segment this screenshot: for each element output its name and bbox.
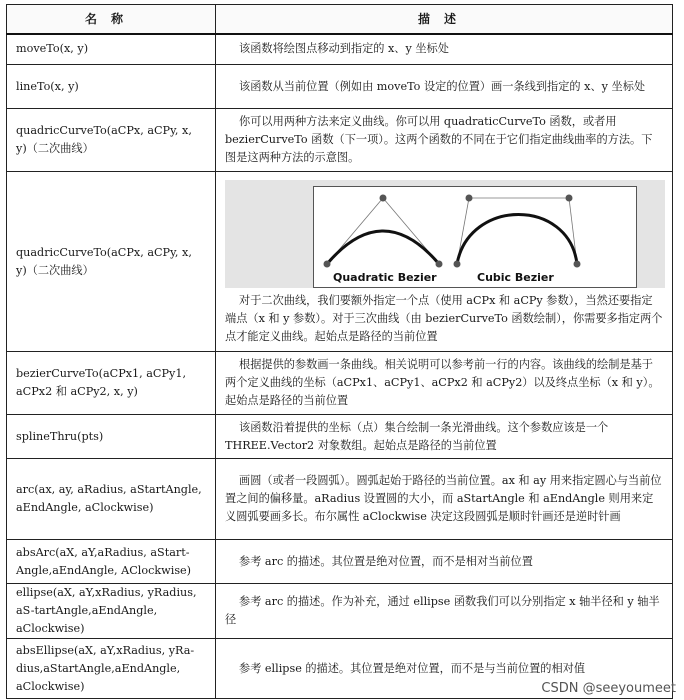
table-row xyxy=(7,415,673,459)
cubic-control-point-2 xyxy=(566,194,573,201)
row-desc: 对于二次曲线，我们要额外指定一个点（使用 aCPx 和 aCPy 参数），当然还要指定端点（x 和 y 参数）。对于三次曲线（由 bezierCurveTo 函数绘制），你需要多指定两个点才能定义曲线。起始点是路径的当前位置 xyxy=(225,293,663,343)
api-table xyxy=(6,4,673,699)
row-desc: 该函数从当前位置（例如由 moveTo 设定的位置）画一条线到指定的 x、y 坐标处 xyxy=(216,65,673,109)
table-row xyxy=(7,34,673,65)
row-name: splineThru(pts) xyxy=(7,415,216,459)
row-desc: 该函数将绘图点移动到指定的 x、y 坐标处 xyxy=(216,34,673,65)
row-name: ellipse(aX, aY,xRadius, yRadius, aS-tartAngle,aEndAngle, aClockwise) xyxy=(7,584,216,639)
row-desc: 你可以用两种方法来定义曲线。你可以用 quadraticCurveTo 函数，或者用 bezierCurveTo 函数（下一项）。这两个函数的不同在于它们指定曲线曲率的方法。下图是这两种方法的示意图。 xyxy=(216,109,673,172)
cubic-label: Cubic Bezier xyxy=(477,270,554,284)
row-name: quadricCurveTo(aCPx, aCPy, x, y)（二次曲线） xyxy=(7,172,216,352)
quadratic-curve xyxy=(327,231,439,264)
header-desc: 描述 xyxy=(216,5,673,34)
row-desc: 参考 ellipse 的描述。其位置是绝对位置，而不是与当前位置的相对值 xyxy=(216,639,673,699)
row-desc: 该函数沿着提供的坐标（点）集合绘制一条光滑曲线。这个参数应该是一个 THREE.Vector2 对象数组。起始点是路径的当前位置 xyxy=(216,415,673,459)
quadratic-start-point xyxy=(324,260,331,267)
bezier-diagram xyxy=(225,180,665,288)
row-name: moveTo(x, y) xyxy=(7,34,216,65)
table-row xyxy=(7,459,673,540)
quadratic-control-point xyxy=(380,194,387,201)
row-desc-with-figure xyxy=(216,172,673,352)
quadratic-label: Quadratic Bezier xyxy=(333,270,437,284)
row-desc: 根据提供的参数画一条曲线。相关说明可以参考前一行的内容。该曲线的绘制是基于两个定义曲线的坐标（aCPx1、aCPy1、aCPx2 和 aCPy2）以及终点坐标（x 和 y）。起始点是路径的当前位置 xyxy=(216,352,673,415)
table-row xyxy=(7,584,673,639)
row-name: absArc(aX, aY,aRadius, aStart-Angle,aEndAngle, AClockwise) xyxy=(7,540,216,584)
table-row xyxy=(7,540,673,584)
table-header-row xyxy=(7,5,673,34)
bezier-figure xyxy=(225,180,665,288)
row-desc: 画圆（或者一段圆弧）。圆弧起始于路径的当前位置。ax 和 ay 用来指定圆心与当前位置之间的偏移量。aRadius 设置圆的大小，而 aStartAngle 和 aEndAngle 则用来定义圆弧要画多长。布尔属性 aClockwise 决定这段圆弧是顺时针画还是逆时针画 xyxy=(216,459,673,540)
cubic-control-point-1 xyxy=(466,194,473,201)
header-name: 名称 xyxy=(7,5,216,34)
cubic-curve xyxy=(457,214,577,264)
row-name: arc(ax, ay, aRadius, aStartAngle, aEndAngle, aClockwise) xyxy=(7,459,216,540)
watermark: CSDN @seeyoumeet xyxy=(541,681,676,696)
row-name: quadricCurveTo(aCPx, aCPy, x, y)（二次曲线） xyxy=(7,109,216,172)
row-desc: 参考 arc 的描述。其位置是绝对位置，而不是相对当前位置 xyxy=(216,540,673,584)
table-row xyxy=(7,172,673,352)
cubic-start-point xyxy=(454,260,461,267)
row-name: absEllipse(aX, aY,xRadius, yRa-dius,aStartAngle,aEndAngle, aClockwise) xyxy=(7,639,216,699)
row-name: lineTo(x, y) xyxy=(7,65,216,109)
table-row xyxy=(7,109,673,172)
table-row xyxy=(7,65,673,109)
row-desc: 参考 arc 的描述。作为补充，通过 ellipse 函数我们可以分别指定 x 轴半径和 y 轴半径 xyxy=(216,584,673,639)
cubic-end-point xyxy=(574,260,581,267)
table-row xyxy=(7,352,673,415)
quadratic-end-point xyxy=(436,260,443,267)
row-name: bezierCurveTo(aCPx1, aCPy1, aCPx2 和 aCPy2, x, y) xyxy=(7,352,216,415)
